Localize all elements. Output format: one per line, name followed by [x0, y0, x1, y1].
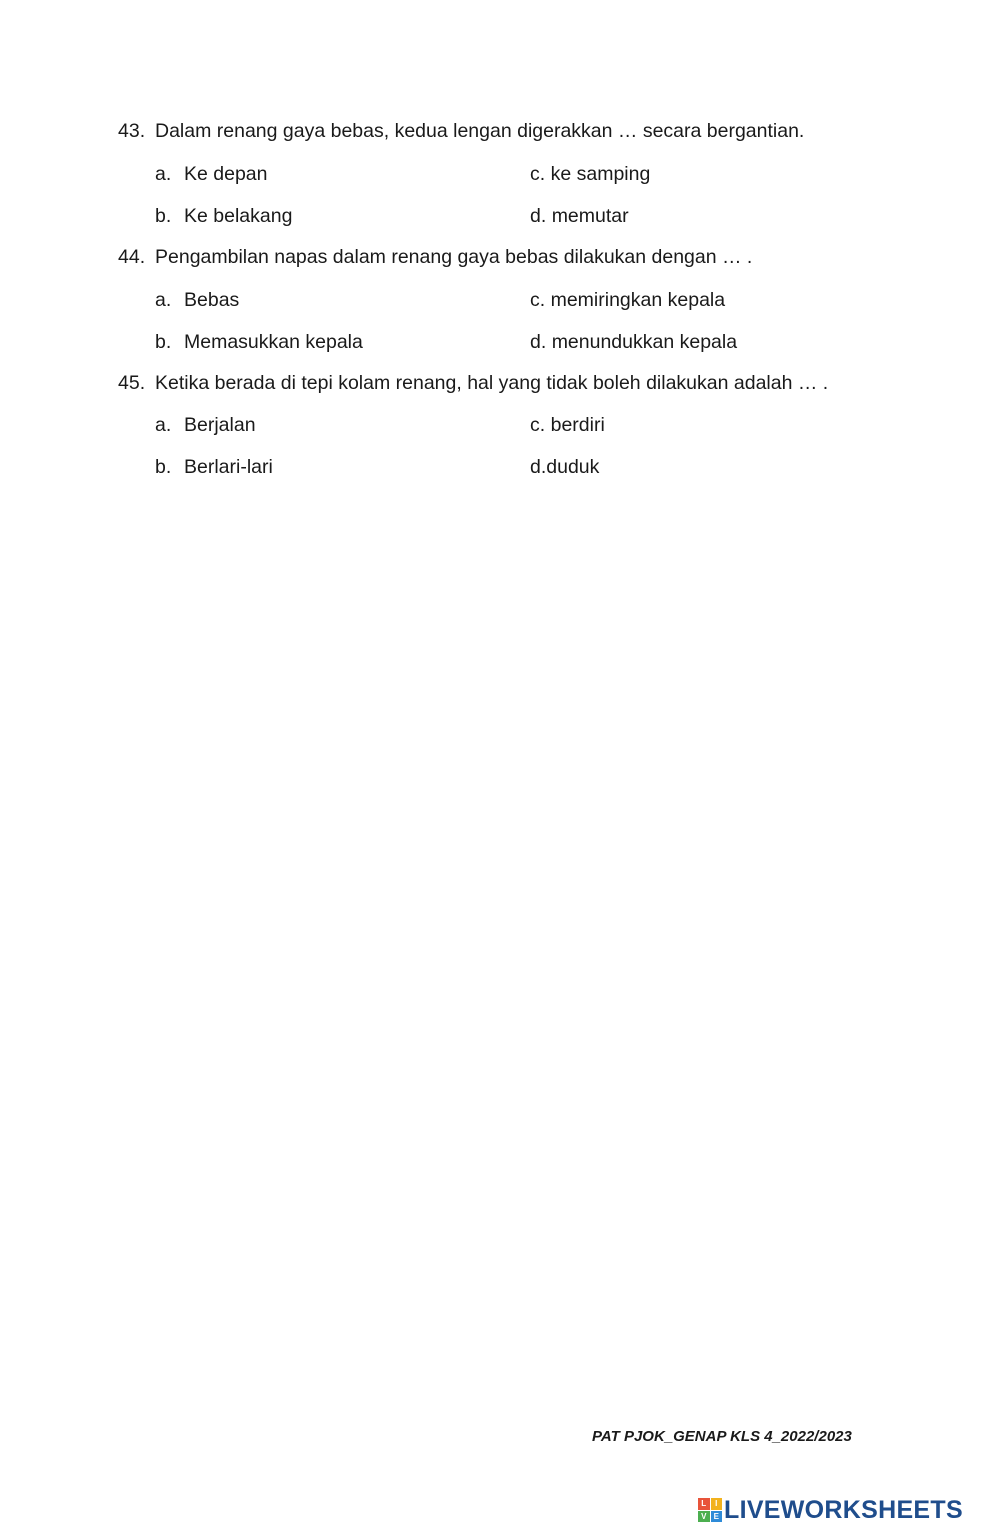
- question-number: 45.: [118, 372, 146, 394]
- option-text: Bebas: [184, 289, 240, 311]
- question-number: 43.: [118, 120, 146, 142]
- question-text: Ketika berada di tepi kolam renang, hal yang tidak boleh dilakukan adalah … .: [155, 372, 829, 394]
- logo-letter: L: [698, 1498, 710, 1510]
- exam-footer: PAT PJOK_GENAP KLS 4_2022/2023: [592, 1428, 852, 1445]
- liveworksheets-logo[interactable]: [698, 1495, 963, 1525]
- option-text: berdiri: [550, 414, 605, 436]
- option-45-c[interactable]: [530, 414, 605, 437]
- option-letter: b.: [155, 205, 172, 227]
- option-letter: c.: [530, 414, 546, 436]
- option-43-a[interactable]: [155, 163, 268, 186]
- question-43: [118, 120, 804, 143]
- option-44-d[interactable]: [530, 331, 737, 354]
- question-number: 44.: [118, 246, 146, 268]
- option-letter: d.: [530, 205, 547, 227]
- option-text: ke samping: [550, 163, 651, 185]
- option-letter: a.: [155, 414, 172, 436]
- option-text: Berjalan: [184, 414, 256, 436]
- option-letter: d.: [530, 331, 547, 353]
- option-letter: a.: [155, 163, 172, 185]
- question-44: [118, 246, 752, 269]
- option-45-b[interactable]: [155, 456, 273, 479]
- option-text: d.duduk: [530, 456, 600, 478]
- option-44-b[interactable]: [155, 331, 363, 354]
- option-letter: b.: [155, 456, 172, 478]
- option-text: memiringkan kepala: [550, 289, 726, 311]
- option-44-c[interactable]: [530, 289, 725, 312]
- option-45-d[interactable]: [530, 456, 599, 479]
- brand-wordmark: LIVEWORKSHEETS: [724, 1495, 963, 1524]
- logo-letter: E: [711, 1511, 723, 1523]
- option-letter: a.: [155, 289, 172, 311]
- option-44-a[interactable]: [155, 289, 239, 312]
- question-text: Dalam renang gaya bebas, kedua lengan digerakkan … secara bergantian.: [155, 120, 805, 142]
- option-43-b[interactable]: [155, 205, 292, 228]
- option-text: Memasukkan kepala: [184, 331, 363, 353]
- option-letter: c.: [530, 163, 546, 185]
- option-43-c[interactable]: [530, 163, 650, 186]
- live-logo-icon: [698, 1498, 722, 1522]
- option-letter: b.: [155, 331, 172, 353]
- option-text: Berlari-lari: [184, 456, 273, 478]
- option-letter: c.: [530, 289, 546, 311]
- question-text: Pengambilan napas dalam renang gaya bebas dilakukan dengan … .: [155, 246, 753, 268]
- option-text: Ke depan: [184, 163, 268, 185]
- logo-letter: I: [711, 1498, 723, 1510]
- option-text: menundukkan kepala: [551, 331, 738, 353]
- option-43-d[interactable]: [530, 205, 629, 228]
- question-45: [118, 372, 828, 395]
- logo-letter: V: [698, 1511, 710, 1523]
- option-text: memutar: [551, 205, 629, 227]
- option-45-a[interactable]: [155, 414, 256, 437]
- option-text: Ke belakang: [184, 205, 293, 227]
